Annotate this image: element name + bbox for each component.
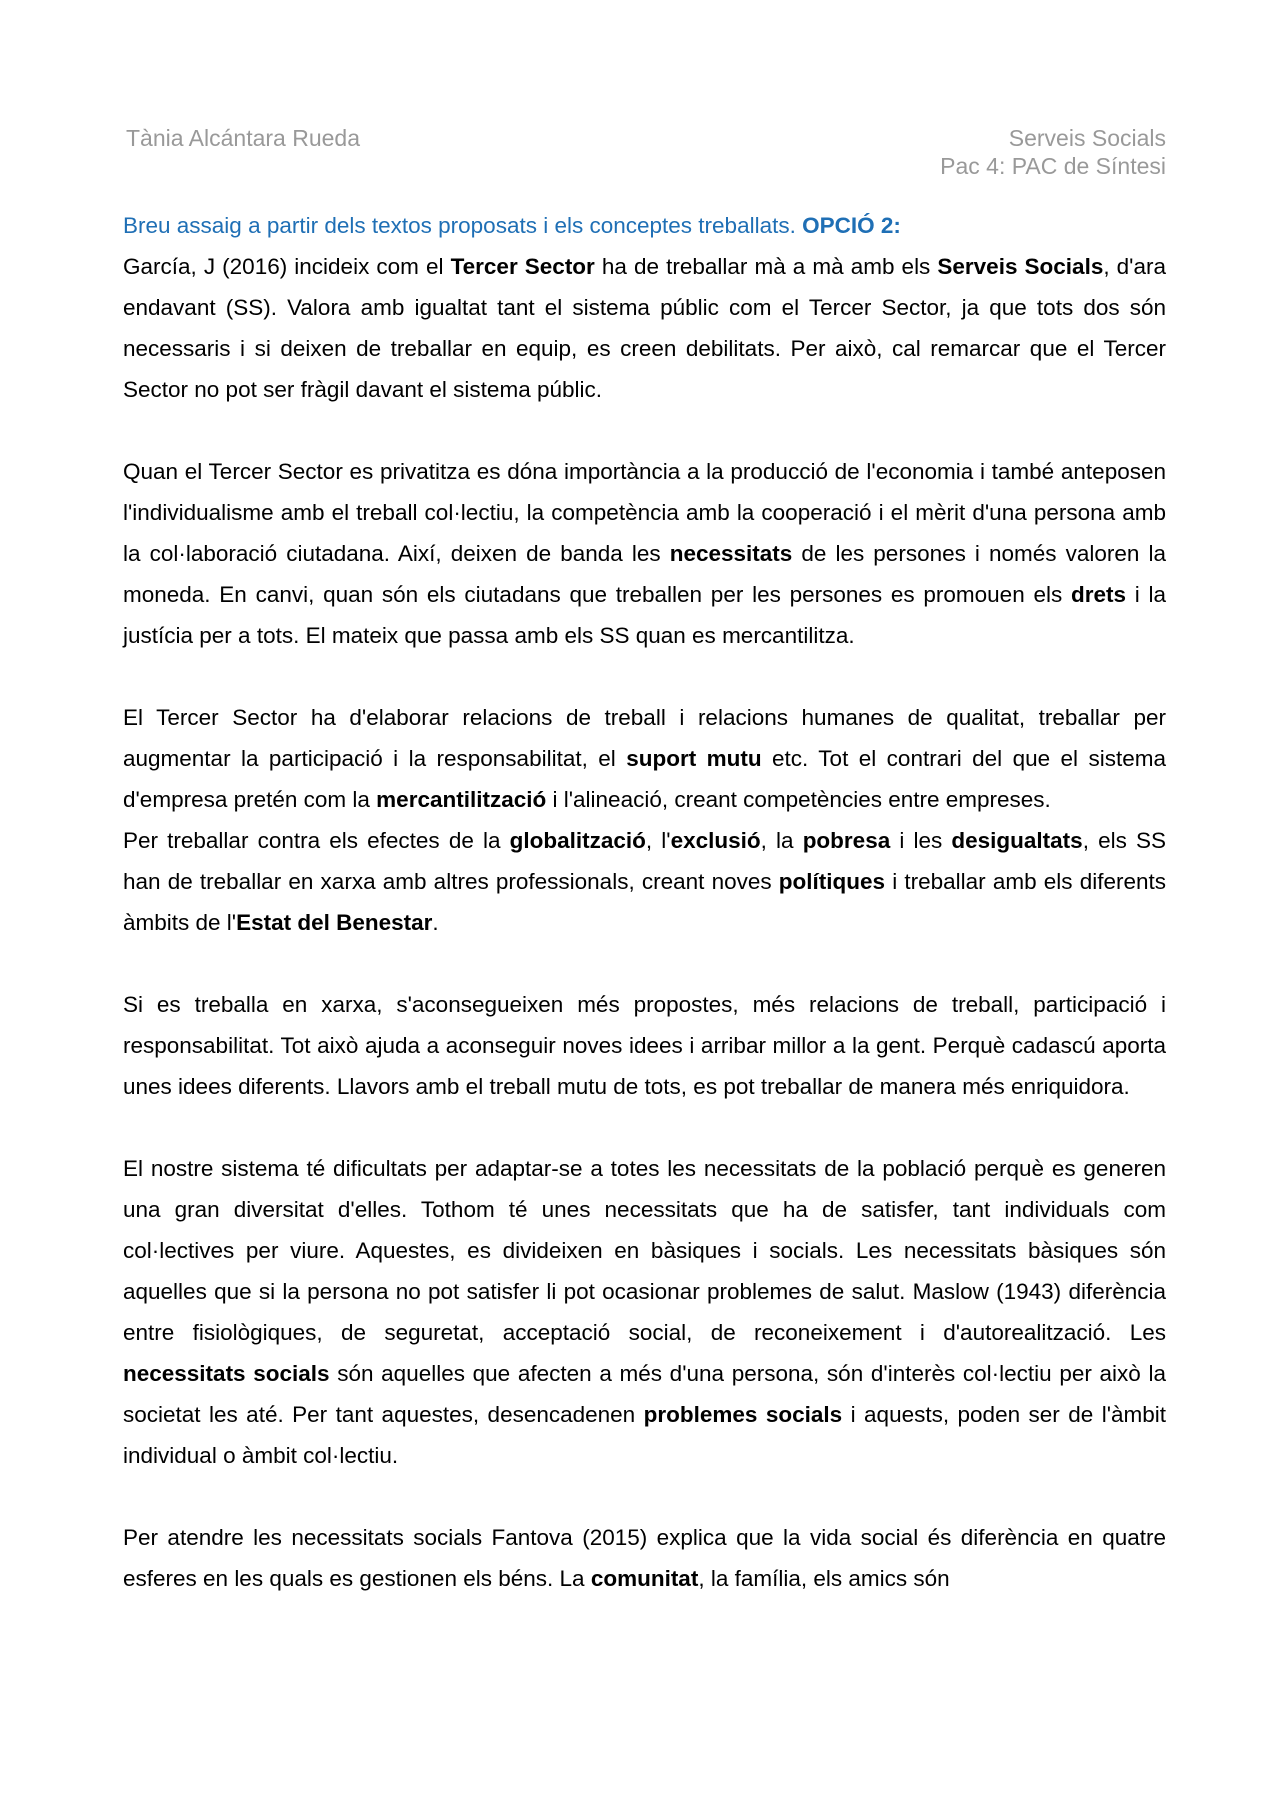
text-run: . xyxy=(432,910,439,935)
paragraph xyxy=(123,820,1166,943)
bold-term: globalització xyxy=(509,828,646,853)
bold-term: Estat del Benestar xyxy=(236,910,433,935)
text-run: Per atendre les necessitats socials Fantova (2015) explica que la vida social és diferència en quatre esferes en les quals es gestionen els béns. La xyxy=(123,1525,1166,1591)
paragraph xyxy=(123,984,1166,1107)
paragraph-gap xyxy=(123,1476,1166,1517)
text-run: i treballar amb els diferents àmbits de l' xyxy=(123,869,1166,935)
bold-term: suport mutu xyxy=(626,746,762,771)
text-run: Si es treballa en xarxa, s'aconsegueixen més propostes, més relacions de treball, participació i responsabilitat. Tot això ajuda a aconseguir noves idees i arribar millor a la gent. Perquè cadascú aporta unes idees diferents. Llavors amb el treball mutu de tots, es pot treballar de manera més enriquidora. xyxy=(123,992,1166,1099)
header-author: Tània Alcántara Rueda xyxy=(126,125,360,151)
text-run: i l'alineació, creant competències entre empreses. xyxy=(546,787,1051,812)
bold-term: drets xyxy=(1070,582,1126,607)
text-run: Per treballar contra els efectes de la xyxy=(123,828,510,853)
intro-text: Breu assaig a partir dels textos proposats i els conceptes treballats. xyxy=(123,213,803,238)
header-assignment: Pac 4: PAC de Síntesi xyxy=(940,153,1166,179)
paragraph-gap xyxy=(123,943,1166,984)
paragraph-gap xyxy=(123,410,1166,451)
text-run: etc. Tot el contrari del que el sistema d'empresa pretén com la xyxy=(123,746,1166,812)
text-run: , la família, els amics són xyxy=(698,1566,950,1591)
text-run: són aquelles que afecten a més d'una persona, són d'interès col·lectiu per això la societat les até. Per tant aquestes, desencadenen xyxy=(123,1361,1166,1427)
bold-term: polítiques xyxy=(778,869,886,894)
text-run: i aquests, poden ser de l'àmbit individual o àmbit col·lectiu. xyxy=(123,1402,1167,1468)
essay-intro xyxy=(123,205,1166,246)
paragraph-gap xyxy=(123,1107,1166,1148)
text-run: , la xyxy=(760,828,803,853)
paragraph xyxy=(123,1517,1166,1599)
essay-body xyxy=(123,205,1166,1599)
paragraph xyxy=(123,697,1166,820)
text-run: El nostre sistema té dificultats per adaptar-se a totes les necessitats de la població perquè es generen una gran diversitat d'elles. Tothom té unes necessitats que ha de satisfer, tant individuals com col·lectives per viure. Aquestes, es divideixen en bàsiques i socials. Les necessitats bàsiques són aquelles que si la persona no pot satisfer li pot ocasionar problemes de salut. Maslow (1943) diferència entre fisiològiques, de seguretat, acceptació social, de reconeixement i d'autorealització. Les xyxy=(123,1156,1166,1345)
paragraph xyxy=(123,1148,1166,1476)
paragraph xyxy=(123,246,1166,410)
bold-term: mercantilització xyxy=(376,787,547,812)
bold-term: Serveis Socials xyxy=(937,254,1104,279)
text-run: Quan el Tercer Sector es privatitza es dóna importància a la producció de l'economia i també anteposen l'individualisme amb el treball col·lectiu, la competència amb la cooperació i el mèrit d'una persona amb la col·laboració ciutadana. Així, deixen de banda les xyxy=(123,459,1166,566)
text-run: de les persones i només valoren la moneda. En canvi, quan són els ciutadans que treballen per les persones es promouen els xyxy=(123,541,1167,607)
bold-term: exclusió xyxy=(670,828,761,853)
intro-option: OPCIÓ 2: xyxy=(802,213,901,238)
text-run: , d'ara endavant (SS). Valora amb igualtat tant el sistema públic com el Tercer Sector, ja que tots dos són necessaris i si deixen de treballar en equip, es creen debilitats. Per això, cal remarcar que el Tercer Sector no pot ser fràgil davant el sistema públic. xyxy=(123,254,1166,402)
bold-term: pobresa xyxy=(802,828,891,853)
bold-term: comunitat xyxy=(590,1566,699,1591)
bold-term: Tercer Sector xyxy=(450,254,595,279)
bold-term: necessitats xyxy=(669,541,793,566)
text-run: ha de treballar mà a mà amb els xyxy=(594,254,938,279)
bold-term: necessitats socials xyxy=(123,1361,330,1386)
text-run: García, J (2016) incideix com el xyxy=(123,254,451,279)
header-subject: Serveis Socials xyxy=(1008,125,1166,151)
bold-term: problemes socials xyxy=(643,1402,843,1427)
text-run: El Tercer Sector ha d'elaborar relacions de treball i relacions humanes de qualitat, treballar per augmentar la participació i la responsabilitat, el xyxy=(123,705,1166,771)
paragraph xyxy=(123,451,1166,656)
paragraph-gap xyxy=(123,656,1166,697)
text-run: , els SS han de treballar en xarxa amb altres professionals, creant noves xyxy=(123,828,1166,894)
text-run: i les xyxy=(890,828,952,853)
text-run: i la justícia per a tots. El mateix que passa amb els SS quan es mercantilitza. xyxy=(123,582,1166,648)
text-run: , l' xyxy=(645,828,671,853)
bold-term: desigualtats xyxy=(951,828,1083,853)
header-right xyxy=(940,124,1166,180)
